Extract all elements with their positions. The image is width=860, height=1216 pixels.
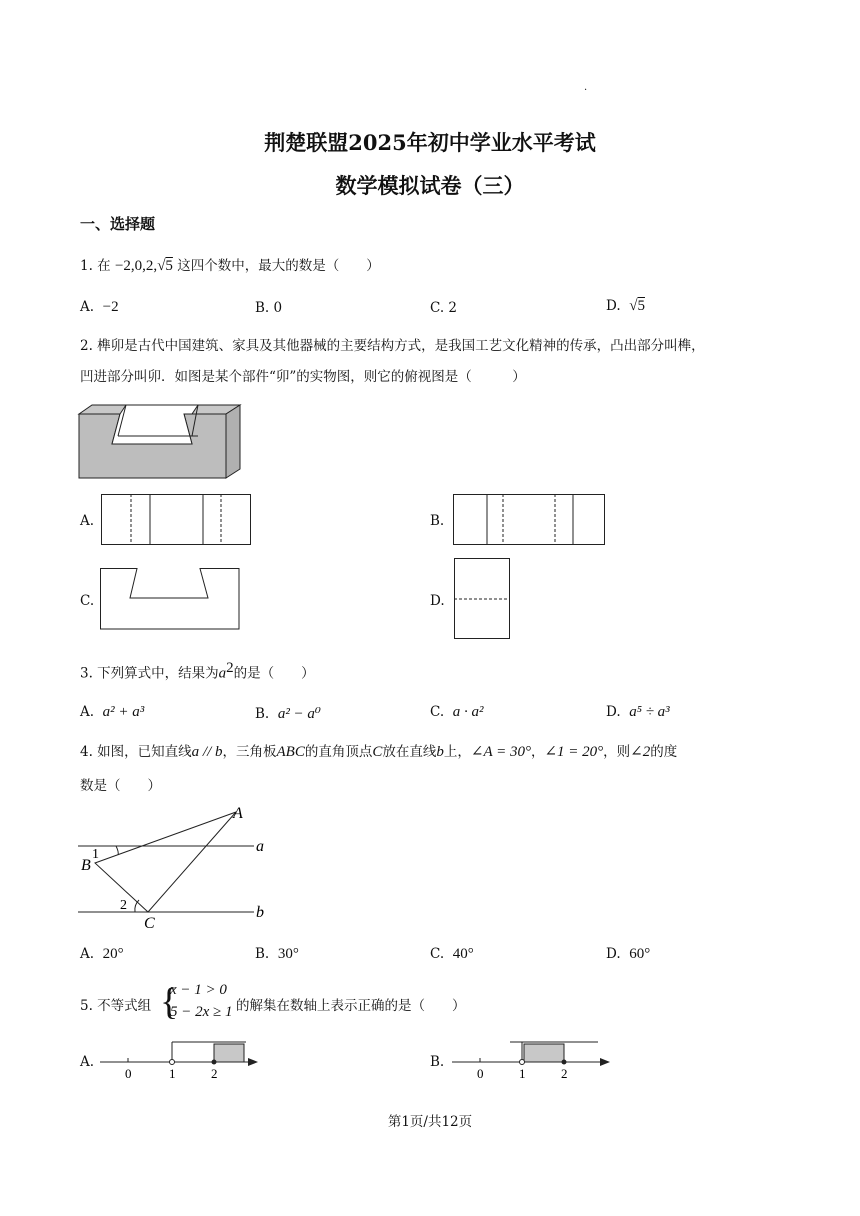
fig-label-C: C bbox=[144, 915, 155, 932]
q5-ineq-2: 5 − 2x ≥ 1 bbox=[170, 1004, 233, 1020]
question-3: 3. 下列算式中，结果为$a^2$的是（ ） bbox=[80, 660, 315, 682]
q2-option-a-figure bbox=[101, 494, 251, 546]
question-4-line2: 数是（ ） bbox=[80, 778, 161, 794]
tick-2: 2 bbox=[211, 1066, 218, 1081]
fig-angle-2: 2 bbox=[120, 898, 127, 913]
q4-option-a: A. 20° bbox=[80, 946, 124, 962]
q2-mortise-figure bbox=[78, 404, 243, 480]
q3-option-a: A. a² + a³ bbox=[80, 704, 145, 720]
q2-option-d-figure bbox=[454, 558, 511, 640]
tick-2: 2 bbox=[561, 1066, 568, 1081]
q1-numbers: −2,0,2, bbox=[114, 258, 158, 274]
tick-0: 0 bbox=[125, 1066, 132, 1081]
fig-label-B: B bbox=[81, 857, 91, 874]
question-5: 5. 不等式组 bbox=[80, 998, 152, 1014]
tick-1: 1 bbox=[169, 1066, 176, 1081]
q5-option-b-numberline bbox=[452, 1038, 612, 1080]
q1-option-d: D. √5 bbox=[606, 298, 645, 314]
fig-label-b: b bbox=[256, 904, 264, 921]
q4-figure bbox=[78, 804, 278, 934]
page-footer: 第1页/共12页 bbox=[387, 1114, 473, 1130]
q1-option-a: A. −2 bbox=[80, 299, 119, 315]
q2-option-a-label: A. bbox=[80, 513, 95, 529]
exam-subtitle: 数学模拟试卷（三） bbox=[335, 173, 525, 198]
fig-angle-1: 1 bbox=[92, 847, 99, 862]
q5-option-a-numberline bbox=[100, 1038, 260, 1080]
q2-option-b-label: B. bbox=[430, 513, 445, 529]
question-2-line2: 凹进部分叫卯．如图是某个部件“卯”的实物图，则它的俯视图是（ ） bbox=[80, 369, 526, 385]
q1-option-b: B. 0 bbox=[255, 300, 283, 316]
q5-option-a-label: A. bbox=[80, 1054, 95, 1070]
question-1 bbox=[80, 256, 380, 276]
q2-option-b-figure bbox=[453, 494, 605, 546]
q3-option-d: D. a⁵ ÷ a³ bbox=[606, 704, 670, 720]
q5-tail: 的解集在数轴上表示正确的是（ ） bbox=[236, 998, 466, 1014]
q1-tail: 这四个数中，最大的数是（ ） bbox=[177, 258, 380, 274]
header-dot: . bbox=[584, 82, 588, 93]
q4-option-d: D. 60° bbox=[606, 946, 651, 962]
q1-num: 1. 在 bbox=[80, 258, 111, 274]
q5-ineq-1: x − 1 > 0 bbox=[170, 982, 227, 998]
q4-option-b: B. 30° bbox=[255, 946, 299, 962]
q1-sqrt-radicand: 5 bbox=[165, 258, 173, 274]
q3-option-b: B. a² − a⁰ bbox=[255, 706, 321, 722]
q2-option-c-figure bbox=[100, 568, 240, 630]
question-4-line1: 4. 如图，已知直线a // b，三角板ABC的直角顶点C放在直线b上，∠A = 30°，∠1 = 20°，则∠2的度 bbox=[80, 744, 678, 760]
q2-option-d-label: D. bbox=[430, 593, 445, 609]
q5-option-b-label: B. bbox=[430, 1054, 445, 1070]
exam-title: 荆楚联盟2025年初中学业水平考试 bbox=[264, 130, 596, 155]
q1-sqrt: √5 bbox=[157, 258, 173, 274]
q4-option-c: C. 40° bbox=[430, 946, 474, 962]
section-heading: 一、选择题 bbox=[80, 215, 156, 233]
q3-option-c: C. a · a² bbox=[430, 704, 484, 720]
fig-label-A: A bbox=[233, 805, 243, 822]
tick-0: 0 bbox=[477, 1066, 484, 1081]
q1-option-c: C. 2 bbox=[430, 300, 458, 316]
q2-option-c-label: C. bbox=[80, 593, 95, 609]
question-2-line1: 2. 榫卯是古代中国建筑、家具及其他器械的主要结构方式，是我国工艺文化精神的传承，凸出部分叫榫， bbox=[80, 338, 705, 354]
fig-label-a: a bbox=[256, 838, 264, 855]
tick-1: 1 bbox=[519, 1066, 526, 1081]
